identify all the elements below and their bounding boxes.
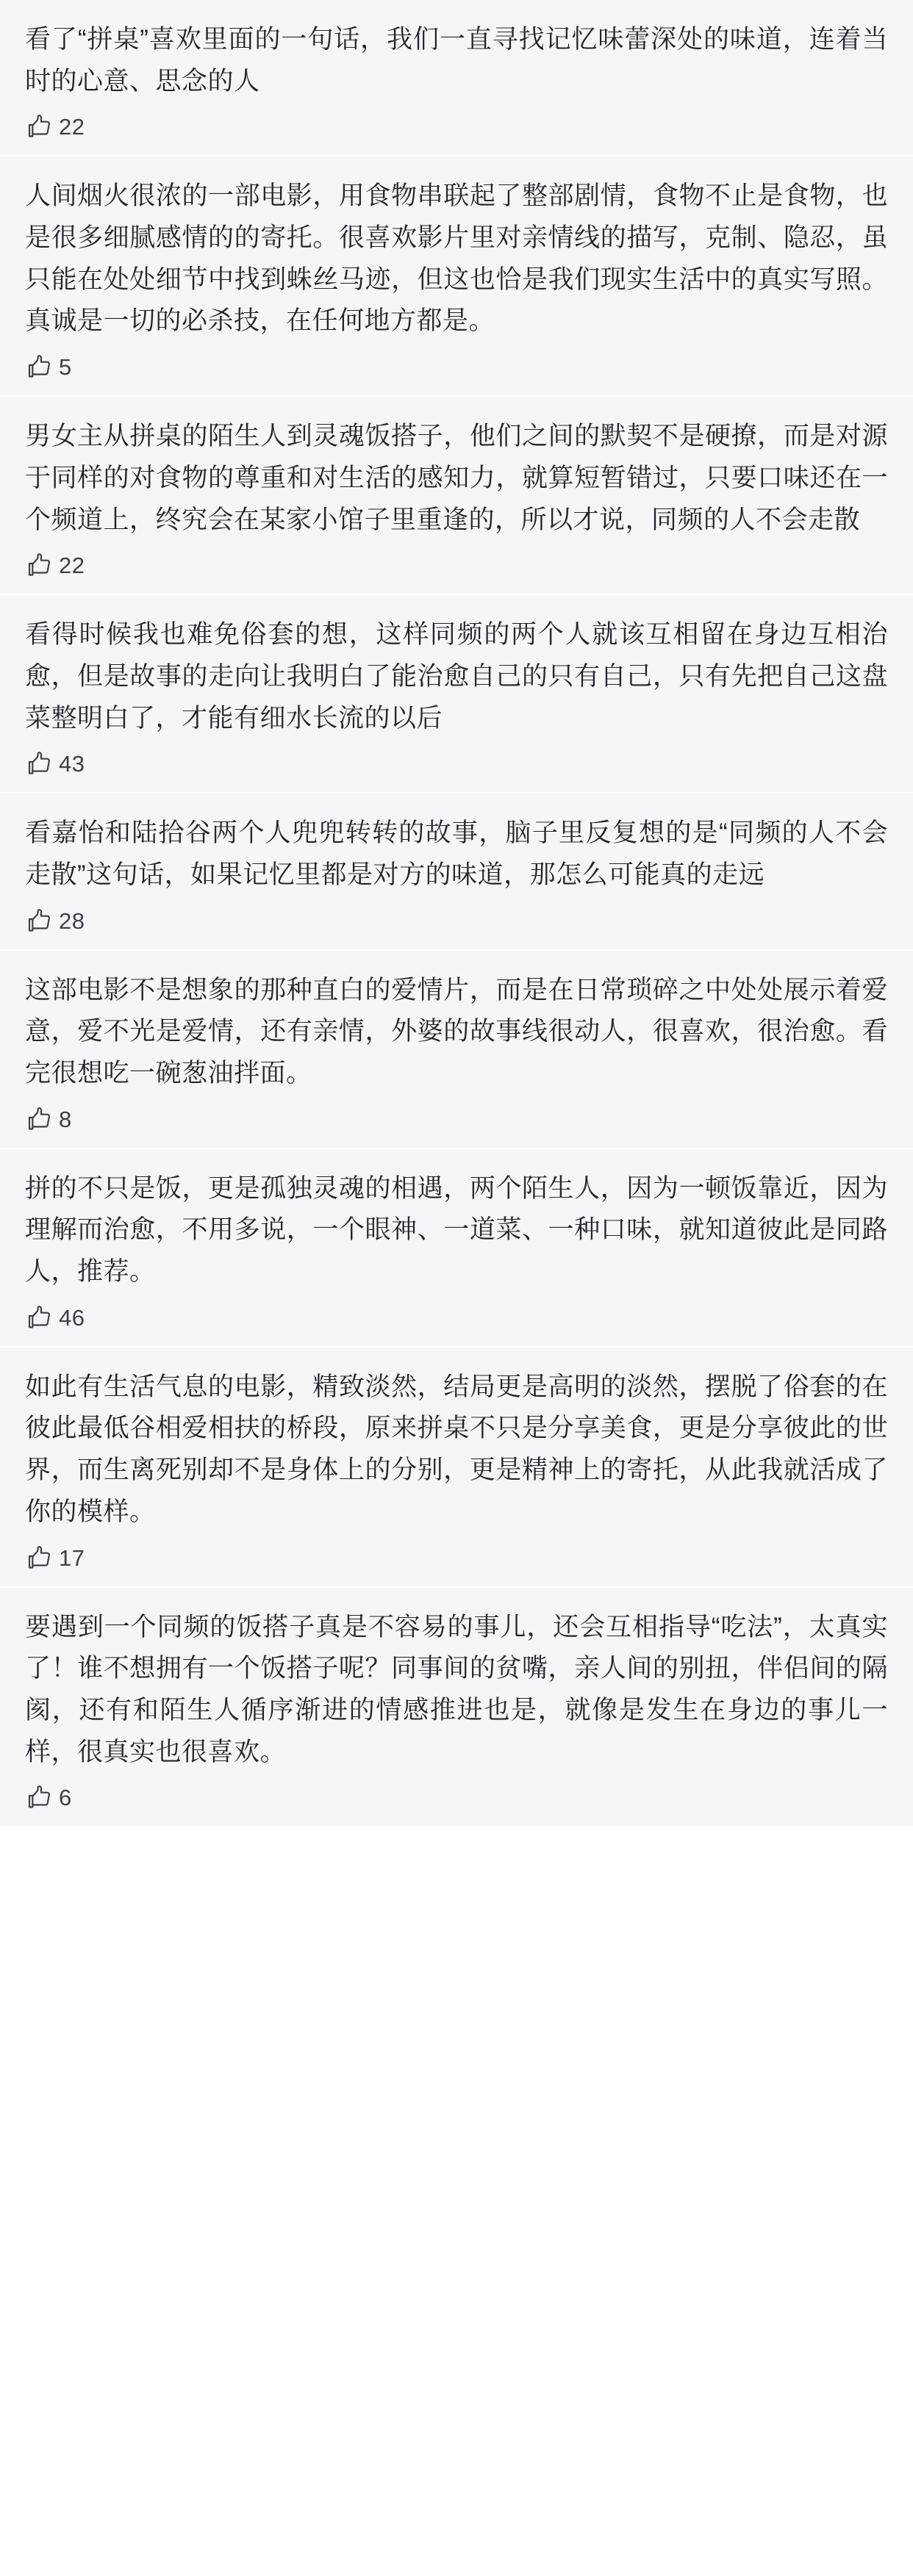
like-count: 8 [59,1106,72,1132]
like-button[interactable] [25,112,888,142]
like-button[interactable] [25,551,888,580]
comment-item [0,1588,913,1828]
comment-text: 看嘉怡和陆拾谷两个人兜兜转转的故事，脑子里反复想的是“同频的人不会走散”这句话，如果记忆里都是对方的味道，那怎么可能真的走远 [25,819,888,889]
like-button[interactable] [25,749,888,779]
comment-text: 如此有生活气息的电影，精致淡然，结局更是高明的淡然，摆脱了俗套的在彼此最低谷相爱相扶的桥段，原来拼桌不只是分享美食，更是分享彼此的世界，而生离死别却不是身体上的分别，更是精神上的寄托，从此我就活成了你的模样。 [25,1372,888,1526]
thumbs-up-icon[interactable] [25,907,54,936]
thumbs-up-icon[interactable] [25,749,54,779]
comment-item [0,794,913,950]
like-count: 6 [59,1785,72,1811]
like-count: 17 [59,1544,85,1571]
thumbs-up-icon[interactable] [25,1783,54,1813]
like-button[interactable] [25,1783,888,1813]
like-button[interactable] [25,353,888,382]
comment-text: 这部电影不是想象的那种直白的爱情片，而是在日常琐碎之中处处展示着爱意，爱不光是爱情，还有亲情，外婆的故事线很动人，很喜欢，很治愈。看完很想吃一碗葱油拌面。 [25,975,888,1087]
comment-text: 人间烟火很浓的一部电影，用食物串联起了整部剧情，食物不止是食物，也是很多细腻感情的的寄托。很喜欢影片里对亲情线的描写，克制、隐忍，虽只能在处处细节中找到蛛丝马迹，但这也恰是我们现实生活中的真实写照。真诚是一切的必杀技，在任何地方都是。 [25,181,888,336]
like-count: 46 [59,1304,85,1331]
comment-item [0,397,913,595]
comment-text: 看了“拼桌”喜欢里面的一句话，我们一直寻找记忆味蕾深处的味道，连着当时的心意、思念的人 [25,25,888,96]
like-count: 43 [59,751,85,777]
like-count: 22 [59,553,85,579]
thumbs-up-icon[interactable] [25,353,54,382]
thumbs-up-icon[interactable] [25,112,54,142]
comment-item [0,1149,913,1348]
like-count: 5 [59,354,72,381]
thumbs-up-icon[interactable] [25,1105,54,1134]
comment-text: 看得时候我也难免俗套的想，这样同频的两个人就该互相留在身边互相治愈，但是故事的走向让我明白了能治愈自己的只有自己，只有先把自己这盘菜整明白了，才能有细水长流的以后 [25,620,888,733]
like-button[interactable] [25,907,888,936]
like-count: 22 [59,114,85,140]
comment-text: 要遇到一个同频的饭搭子真是不容易的事儿，还会互相指导“吃法”，太真实了！谁不想拥有一个饭搭子呢？同事间的贫嘴，亲人间的别扭，伴侣间的隔阂，还有和陌生人循序渐进的情感推进也是，就像是发生在身边的事儿一样，很真实也很喜欢。 [25,1612,888,1766]
comment-item [0,595,913,794]
comment-item [0,951,913,1149]
comment-text: 拼的不只是饭，更是孤独灵魂的相遇，两个陌生人，因为一顿饭靠近，因为理解而治愈，不用多说，一个眼神、一道菜、一种口味，就知道彼此是同路人，推荐。 [25,1173,888,1287]
like-button[interactable] [25,1303,888,1333]
comment-item [0,1348,913,1588]
thumbs-up-icon[interactable] [25,1544,54,1573]
comment-item [0,156,913,397]
like-button[interactable] [25,1544,888,1573]
comment-item [0,0,913,156]
thumbs-up-icon[interactable] [25,551,54,580]
like-button[interactable] [25,1105,888,1134]
like-count: 28 [59,907,85,934]
thumbs-up-icon[interactable] [25,1303,54,1333]
comment-text: 男女主从拼桌的陌生人到灵魂饭搭子，他们之间的默契不是硬撩，而是对源于同样的对食物的尊重和对生活的感知力，就算短暂错过，只要口味还在一个频道上，终究会在某家小馆子里重逢的，所以才说，同频的人不会走散 [25,422,888,534]
